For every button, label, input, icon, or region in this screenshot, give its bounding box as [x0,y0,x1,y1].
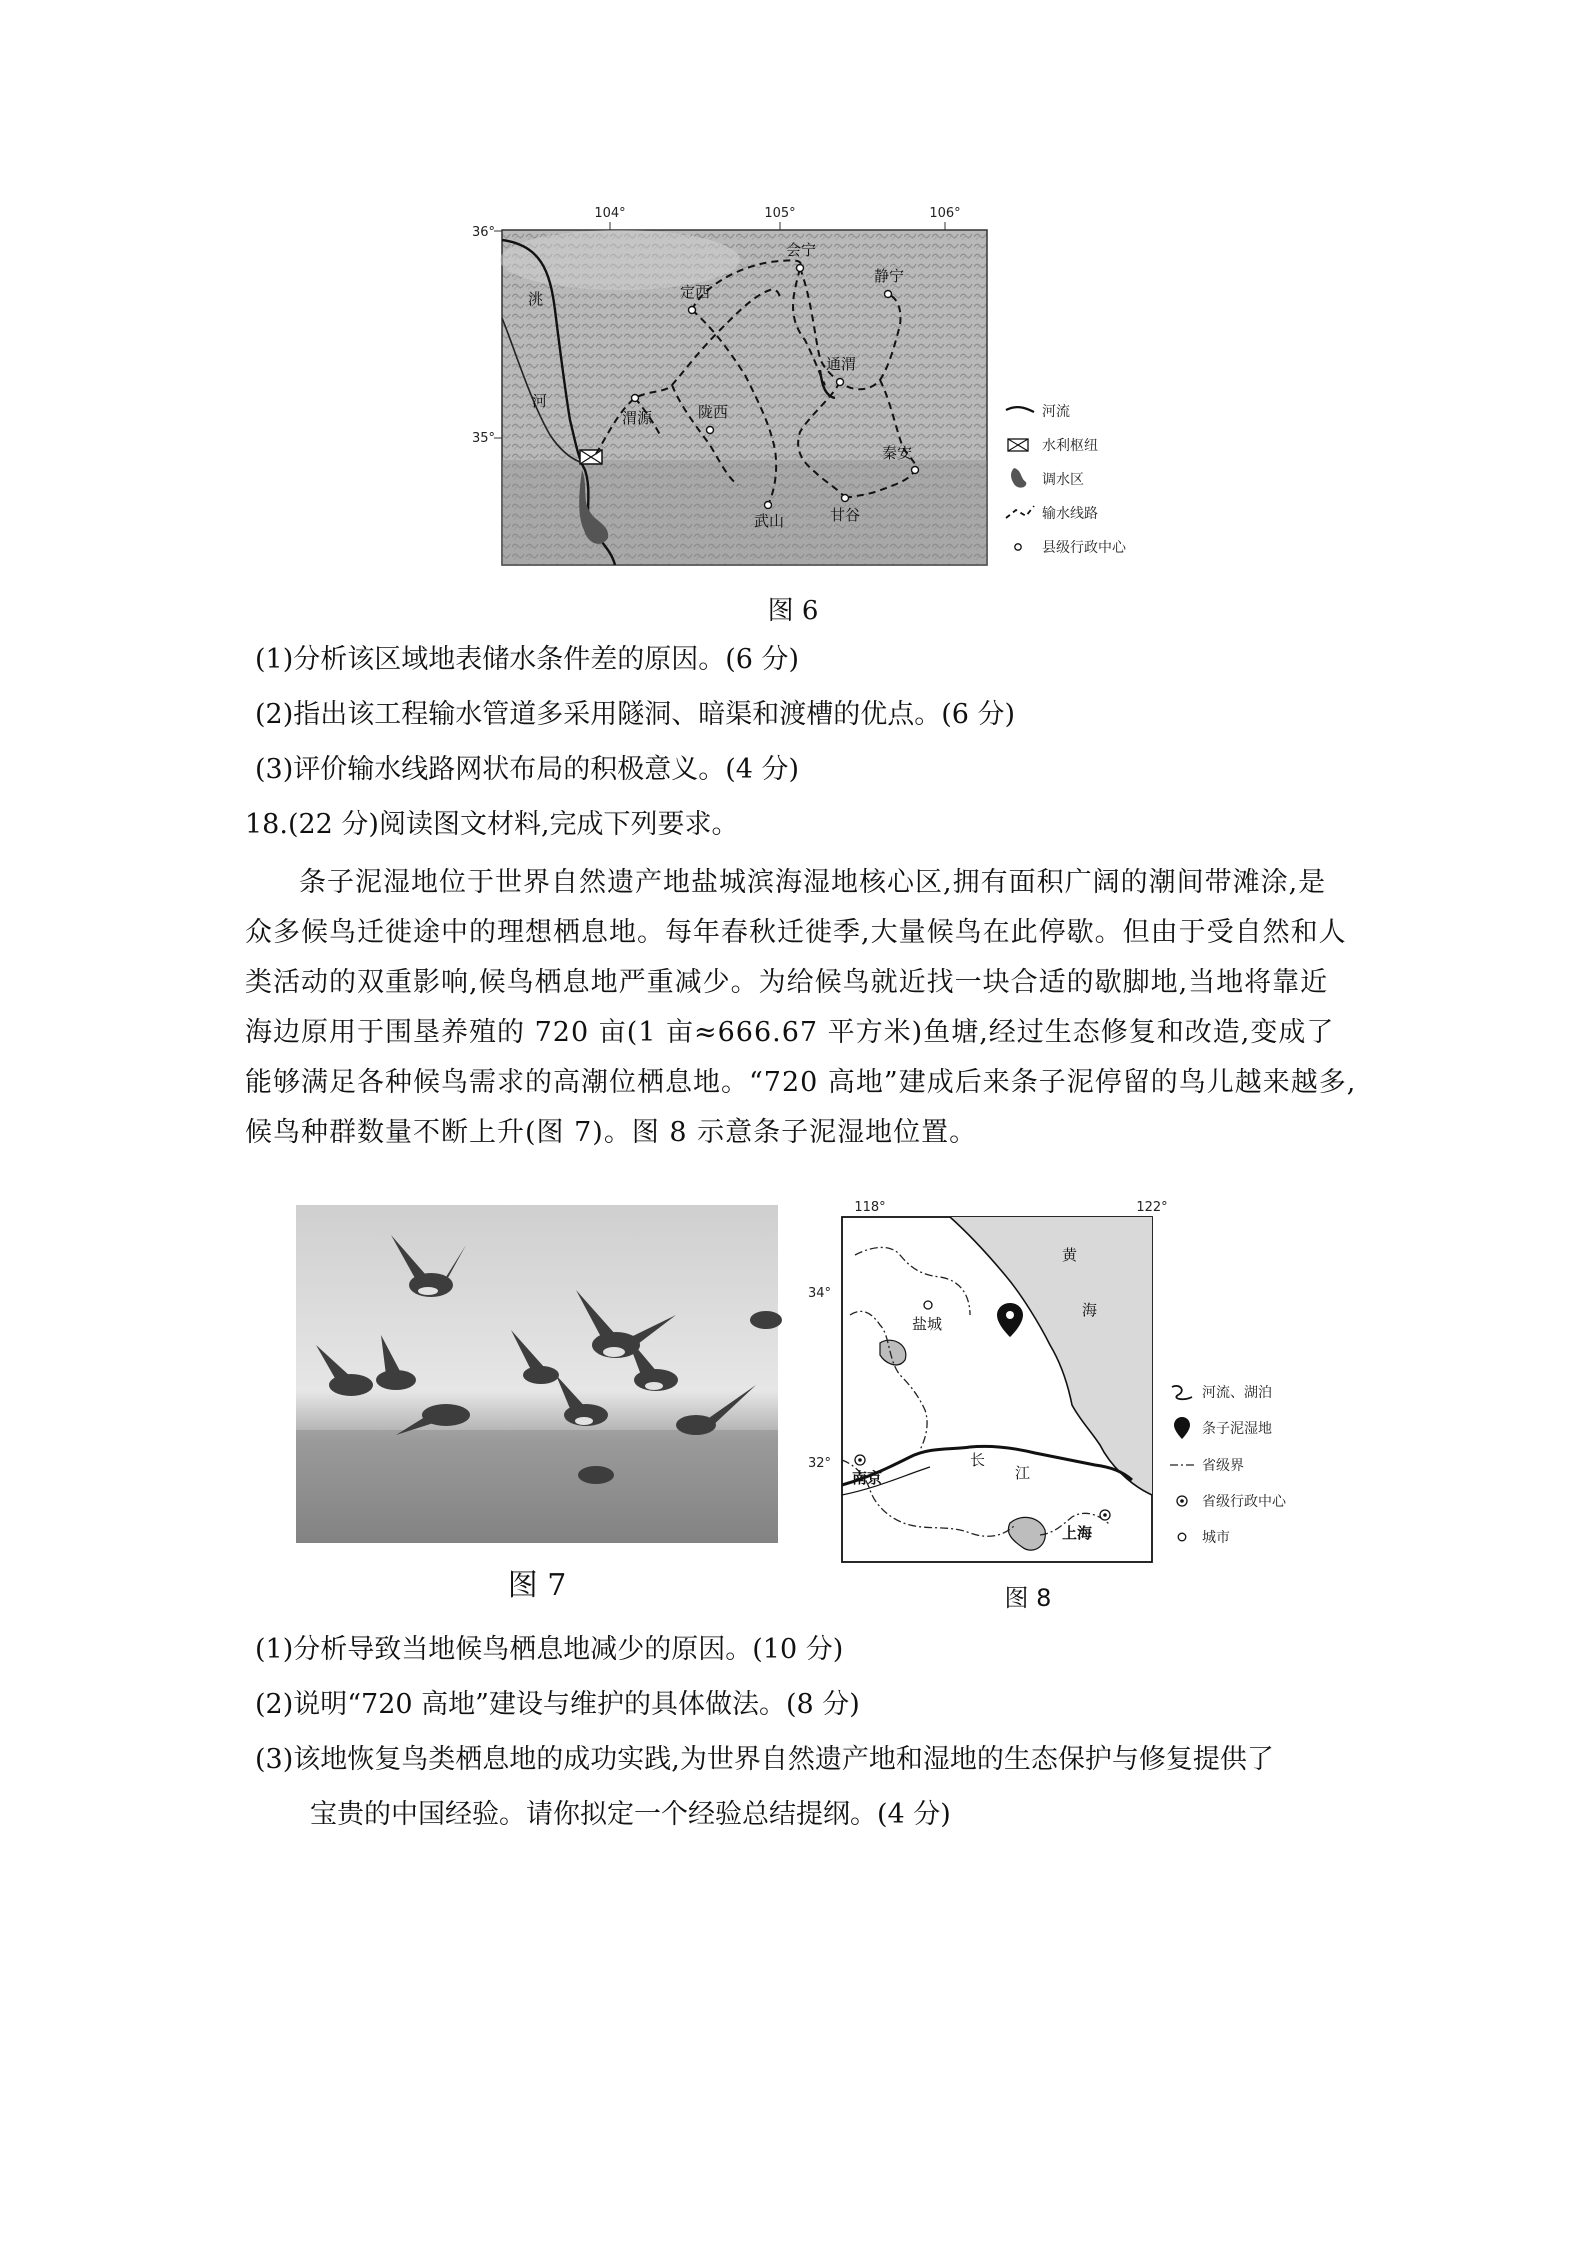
fig6-place-wushan: 武山 [754,512,785,530]
fig6-place-tongwei: 通渭 [826,355,857,373]
q18-item-3: (3)该地恢复鸟类栖息地的成功实践,为世界自然遗产地和湿地的生态保护与修复提供了 [255,1744,1274,1775]
fig6-legend-transmission-line: 输水线路 [1042,506,1098,522]
fig6-legend-river: 河流 [1042,404,1070,420]
fig6-place-weiyuan: 渭源 [622,409,653,427]
fig6-lat-36: 36° [472,225,496,240]
fig6-place-jingning: 静宁 [874,267,905,285]
fig8-legend-province-border: 省级界 [1202,1458,1244,1474]
fig6-place-qinan: 秦安 [882,444,913,462]
q18-header: 18.(22 分)阅读图文材料,完成下列要求。 [245,809,739,840]
q18-material [245,858,1365,1158]
fig8-yancheng-dot [924,1301,932,1309]
fig6-lat-35: 35° [472,431,496,446]
fig6-legend-diversion-area: 调水区 [1042,472,1084,488]
q17-item-2: (2)指出该工程输水管道多采用隧洞、暗渠和渡槽的优点。(6 分) [255,699,1016,730]
q17-item-1: (1)分析该区域地表储水条件差的原因。(6 分) [255,644,800,675]
figure-8-caption: 图 8 [1004,1584,1052,1612]
fig6-hydro-hub-icon [580,450,602,464]
fig8-sea-name-1: 黄 [1062,1246,1078,1264]
fig6-legend-county-center: 县级行政中心 [1042,540,1126,556]
fig8-lat-32: 32° [808,1456,832,1471]
fig8-river-name-2: 江 [1015,1464,1031,1482]
figure-6-map [470,200,1150,580]
fig6-lon-106: 106° [929,206,961,221]
q18-item-2: (2)说明“720 高地”建设与维护的具体做法。(8 分) [255,1689,860,1720]
q18-material-line-4: 海边原用于围垦养殖的 720 亩(1 亩≈666.67 平方米)鱼塘,经过生态修复和改造,变成了 [245,1017,1335,1048]
fig6-legend [1006,403,1127,556]
q18-material-line-6: 候鸟种群数量不断上升(图 7)。图 8 示意条子泥湿地位置。 [245,1117,978,1148]
figure-7-bird-photo [296,1205,778,1543]
q18-material-line-3: 类活动的双重影响,候鸟栖息地严重减少。为给候鸟就近找一块合适的歇脚地,当地将靠近 [245,967,1329,998]
fig8-legend-river-lake: 河流、湖泊 [1202,1385,1272,1401]
figure-8-map [800,1195,1286,1575]
fig6-place-huining: 会宁 [786,241,817,259]
fig8-lon-122: 122° [1136,1200,1168,1215]
q17-item-3: (3)评价输水线路网状布局的积极意义。(4 分) [255,754,800,785]
fig8-legend-tiaozini: 条子泥湿地 [1202,1421,1272,1437]
fig8-place-shanghai: 上海 [1062,1524,1093,1542]
fig8-sea-name-2: 海 [1082,1301,1098,1319]
fig6-legend-hydro-hub: 水利枢纽 [1042,438,1098,454]
q18-material-line-5: 能够满足各种候鸟需求的高潮位栖息地。“720 高地”建成后来条子泥停留的鸟儿越来越多, [245,1067,1357,1098]
fig6-river-name-2: 河 [532,392,548,410]
fig6-place-dingxi: 定西 [680,283,711,301]
fig8-legend [1170,1384,1287,1546]
q18-item-3-cont: 宝贵的中国经验。请你拟定一个经验总结提纲。(4 分) [310,1799,951,1830]
figure-7-caption: 图 7 [507,1568,567,1603]
fig6-place-longxi: 陇西 [698,403,729,421]
figure-6-caption: 图 6 [767,596,819,626]
fig8-lat-34: 34° [808,1286,832,1301]
q18-material-line-1: 条子泥湿地位于世界自然遗产地盐城滨海湿地核心区,拥有面积广阔的潮间带滩涂,是 [299,867,1327,898]
fig8-legend-city: 城市 [1202,1530,1230,1546]
fig6-river-name-1: 洮 [528,290,544,308]
fig8-place-nanjing: 南京 [852,1469,883,1487]
fig6-lon-104: 104° [594,206,626,221]
fig6-lon-105: 105° [764,206,796,221]
fig8-river-name-1: 长 [970,1451,986,1469]
fig8-place-yancheng: 盐城 [912,1315,943,1333]
q18-material-line-2: 众多候鸟迁徙途中的理想栖息地。每年春秋迁徙季,大量候鸟在此停歇。但由于受自然和人 [245,917,1347,948]
fig6-place-gangu: 甘谷 [830,506,861,524]
q18-item-1: (1)分析导致当地候鸟栖息地减少的原因。(10 分) [255,1634,844,1665]
fig8-legend-provincial-capital: 省级行政中心 [1202,1494,1286,1510]
fig8-lon-118: 118° [854,1200,886,1215]
